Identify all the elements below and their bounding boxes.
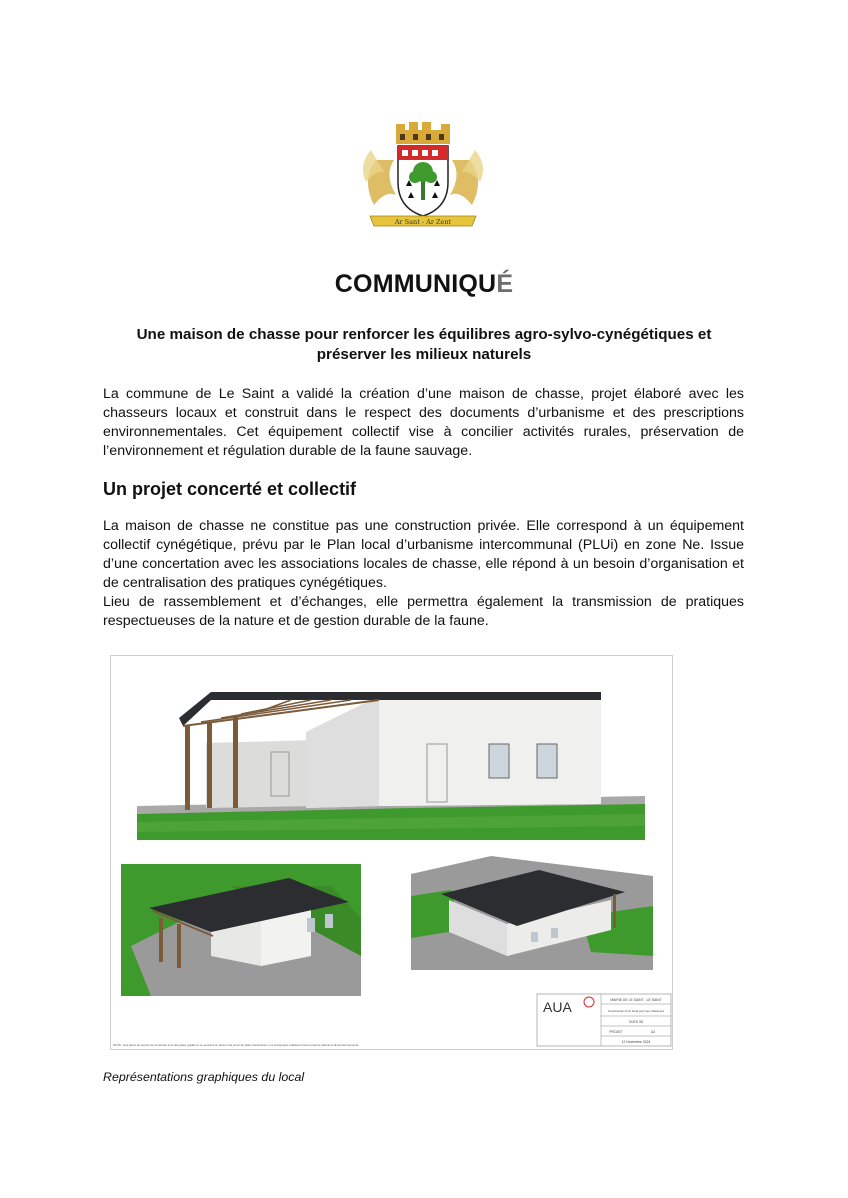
title-main: COMMUNIQU (334, 270, 497, 298)
title-block-view: VUES 3D (628, 1020, 644, 1024)
intro-paragraph: La commune de Le Saint a validé la création d’une maison de chasse, projet élaboré avec les chasseurs locaux et construit dans le respect des documents d’urbanisme et des prescriptions environnementales. Cet équipement collectif vise à concilier activités rurales, préservation de l’environnement et régulation durable de la faune sauvage. (103, 386, 744, 459)
sheet-note: NOTA : Ces plans de permis de construire sont des plans guides et ne peuvent en aucun cas servir de plans d'exécution. Les entreprises réaliseront leurs propres calculs et dimensionnements. (113, 1043, 360, 1047)
rendering-sheet (110, 655, 673, 1050)
section-paragraph-1: La maison de chasse ne constitue pas une construction privée. Elle correspond à un équipement collectif cynégétique, prévu par le Plan local d’urbanisme intercommunal (PLUi) en zone Ne. Issue d’une concertation avec les associations locales de chasse, elle répond à un besoin d’organisation et de centralisation des pratiques cynégétiques. (103, 518, 744, 591)
page-title (0, 270, 848, 299)
subtitle-line-1: Une maison de chasse pour renforcer les équilibres agro-sylvo-cynégétiques et (136, 326, 712, 343)
title-block-date: 12 Novembre 2024 (621, 1040, 651, 1044)
main-rendering (137, 664, 645, 840)
crest-motto: Ar Sant - Ar Zent (394, 218, 452, 226)
title-block-phase: PROJET (609, 1030, 623, 1034)
title-accent: É (496, 270, 514, 298)
building-renderings (111, 656, 672, 1049)
title-block (537, 994, 671, 1046)
aerial-rendering-left (121, 864, 361, 996)
subtitle-line-2: préserver les milieux naturels (316, 346, 532, 363)
coat-of-arms-icon (356, 120, 490, 230)
title-block-project: Construction d'un local pour les chasseurs (607, 1009, 665, 1013)
title-block-client: MAIRIE DE LE SAINT - LE SAINT (610, 998, 662, 1002)
section-paragraph-2: Lieu de rassemblement et d’échanges, elle permettra également la transmission de pratiques respectueuses de la nature et de gestion durable de la faune. (103, 594, 744, 629)
section-heading: Un projet concerté et collectif (103, 479, 357, 499)
subtitle (104, 325, 744, 365)
title-block-sheet: A3 (650, 1030, 656, 1034)
figure-caption: Représentations graphiques du local (103, 1070, 305, 1084)
firm-logo-text: AUA (543, 999, 572, 1015)
aerial-rendering-right (411, 848, 653, 970)
